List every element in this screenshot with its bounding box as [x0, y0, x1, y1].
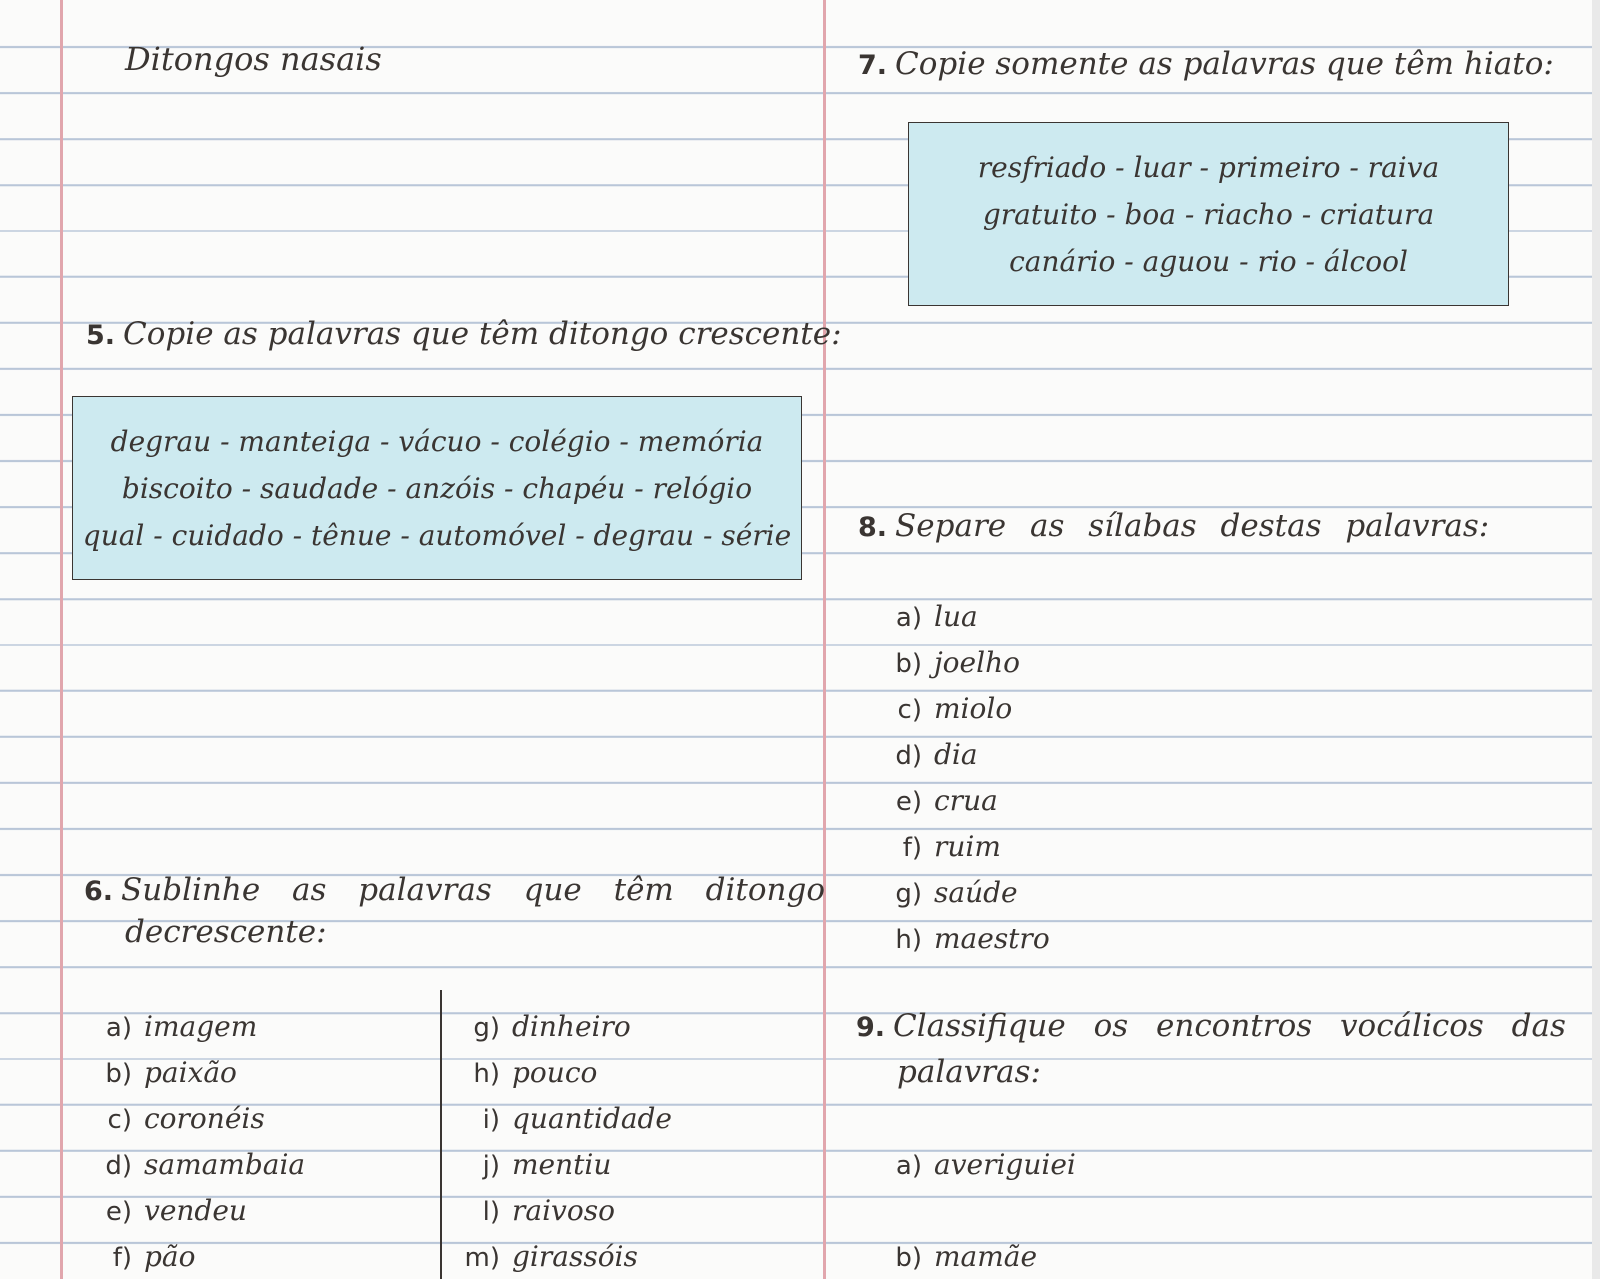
word-row: qual - cuidado - tênue - automóvel - degrau - série	[82, 518, 792, 552]
list-item	[880, 1148, 1076, 1181]
item-letter: c)	[897, 695, 922, 725]
item-word: pão	[144, 1240, 196, 1273]
list-item	[880, 600, 978, 633]
item-letter: b)	[895, 649, 922, 679]
list-item	[880, 876, 1018, 909]
question-8	[858, 508, 1489, 544]
item-letter: j)	[482, 1151, 500, 1181]
item-word: joelho	[934, 646, 1020, 679]
word-row: biscoito - saudade - anzóis - chapéu - relógio	[121, 471, 753, 505]
list-item	[90, 1102, 265, 1135]
word-row: resfriado - luar - primeiro - raiva	[977, 150, 1440, 184]
item-word: samambaia	[144, 1148, 306, 1181]
question-7-number: 7.	[858, 50, 888, 81]
list-item	[458, 1056, 597, 1089]
item-letter: f)	[112, 1243, 132, 1273]
item-letter: b)	[895, 1243, 922, 1273]
question-7	[858, 46, 1554, 82]
column-divider	[440, 990, 442, 1279]
item-word: lua	[934, 600, 978, 633]
question-5-text: Copie as palavras que têm ditongo crescente:	[123, 316, 842, 352]
item-letter: e)	[105, 1197, 132, 1227]
question-5-number: 5.	[86, 320, 116, 351]
word-box-q7	[908, 122, 1509, 306]
list-item	[90, 1194, 247, 1227]
word-box-q5	[72, 396, 802, 580]
question-8-number: 8.	[858, 512, 888, 543]
item-word: dia	[934, 738, 978, 771]
page-title: Ditongos nasais	[125, 40, 382, 78]
item-letter: h)	[895, 925, 922, 955]
item-word: mamãe	[934, 1240, 1038, 1273]
question-6-text: Sublinhe as palavras que têm ditongo	[121, 872, 826, 908]
item-word: paixão	[144, 1056, 237, 1089]
page-edge	[1592, 0, 1600, 1279]
list-item	[90, 1148, 305, 1181]
item-word: dinheiro	[512, 1010, 631, 1043]
item-word: miolo	[934, 692, 1013, 725]
list-item	[90, 1010, 257, 1043]
item-letter: a)	[105, 1013, 132, 1043]
question-6-text-continued: decrescente:	[125, 914, 327, 950]
center-margin-line	[823, 0, 826, 1279]
item-letter: l)	[482, 1197, 500, 1227]
item-word: coronéis	[144, 1102, 265, 1135]
item-word: raivoso	[512, 1194, 615, 1227]
question-6	[84, 872, 825, 908]
list-item	[880, 692, 1012, 725]
left-margin-line	[60, 0, 63, 1279]
item-letter: b)	[105, 1059, 132, 1089]
item-word: averiguiei	[934, 1148, 1076, 1181]
list-item	[90, 1240, 195, 1273]
item-letter: d)	[895, 741, 922, 771]
question-9-number: 9.	[856, 1012, 886, 1043]
word-row: canário - aguou - rio - álcool	[1009, 244, 1408, 278]
item-word: quantidade	[512, 1102, 673, 1135]
item-letter: a)	[895, 603, 922, 633]
item-word: imagem	[144, 1010, 258, 1043]
item-word: mentiu	[512, 1148, 612, 1181]
item-word: vendeu	[144, 1194, 247, 1227]
list-item	[880, 830, 1001, 863]
item-letter: e)	[895, 787, 922, 817]
question-6-number: 6.	[84, 876, 114, 907]
item-letter: g)	[895, 879, 922, 909]
question-9-text: Classifique os encontros vocálicos das	[893, 1008, 1566, 1044]
list-item	[90, 1056, 237, 1089]
list-item	[880, 784, 998, 817]
question-7-text: Copie somente as palavras que têm hiato:	[895, 46, 1554, 82]
list-item	[458, 1194, 615, 1227]
question-9	[856, 1008, 1566, 1044]
question-5	[86, 316, 842, 352]
item-letter: f)	[902, 833, 922, 863]
list-item	[880, 646, 1020, 679]
item-word: girassóis	[512, 1240, 638, 1273]
question-8-text: Separe as sílabas destas palavras:	[895, 508, 1490, 544]
list-item	[458, 1148, 611, 1181]
list-item	[458, 1102, 672, 1135]
item-word: maestro	[934, 922, 1050, 955]
word-row: gratuito - boa - riacho - criatura	[982, 197, 1435, 231]
list-item	[880, 1240, 1037, 1273]
list-item	[458, 1240, 638, 1273]
item-letter: a)	[895, 1151, 922, 1181]
list-item	[458, 1010, 631, 1043]
item-word: ruim	[934, 830, 1001, 863]
item-letter: i)	[482, 1105, 500, 1135]
item-word: saúde	[934, 876, 1018, 909]
list-item	[880, 738, 978, 771]
question-9-text-continued: palavras:	[897, 1054, 1041, 1090]
item-letter: g)	[473, 1013, 500, 1043]
item-letter: c)	[107, 1105, 132, 1135]
item-letter: d)	[105, 1151, 132, 1181]
item-word: crua	[934, 784, 998, 817]
item-word: pouco	[512, 1056, 598, 1089]
list-item	[880, 922, 1050, 955]
word-row: degrau - manteiga - vácuo - colégio - memória	[110, 424, 764, 458]
item-letter: h)	[473, 1059, 500, 1089]
item-letter: m)	[464, 1243, 500, 1273]
